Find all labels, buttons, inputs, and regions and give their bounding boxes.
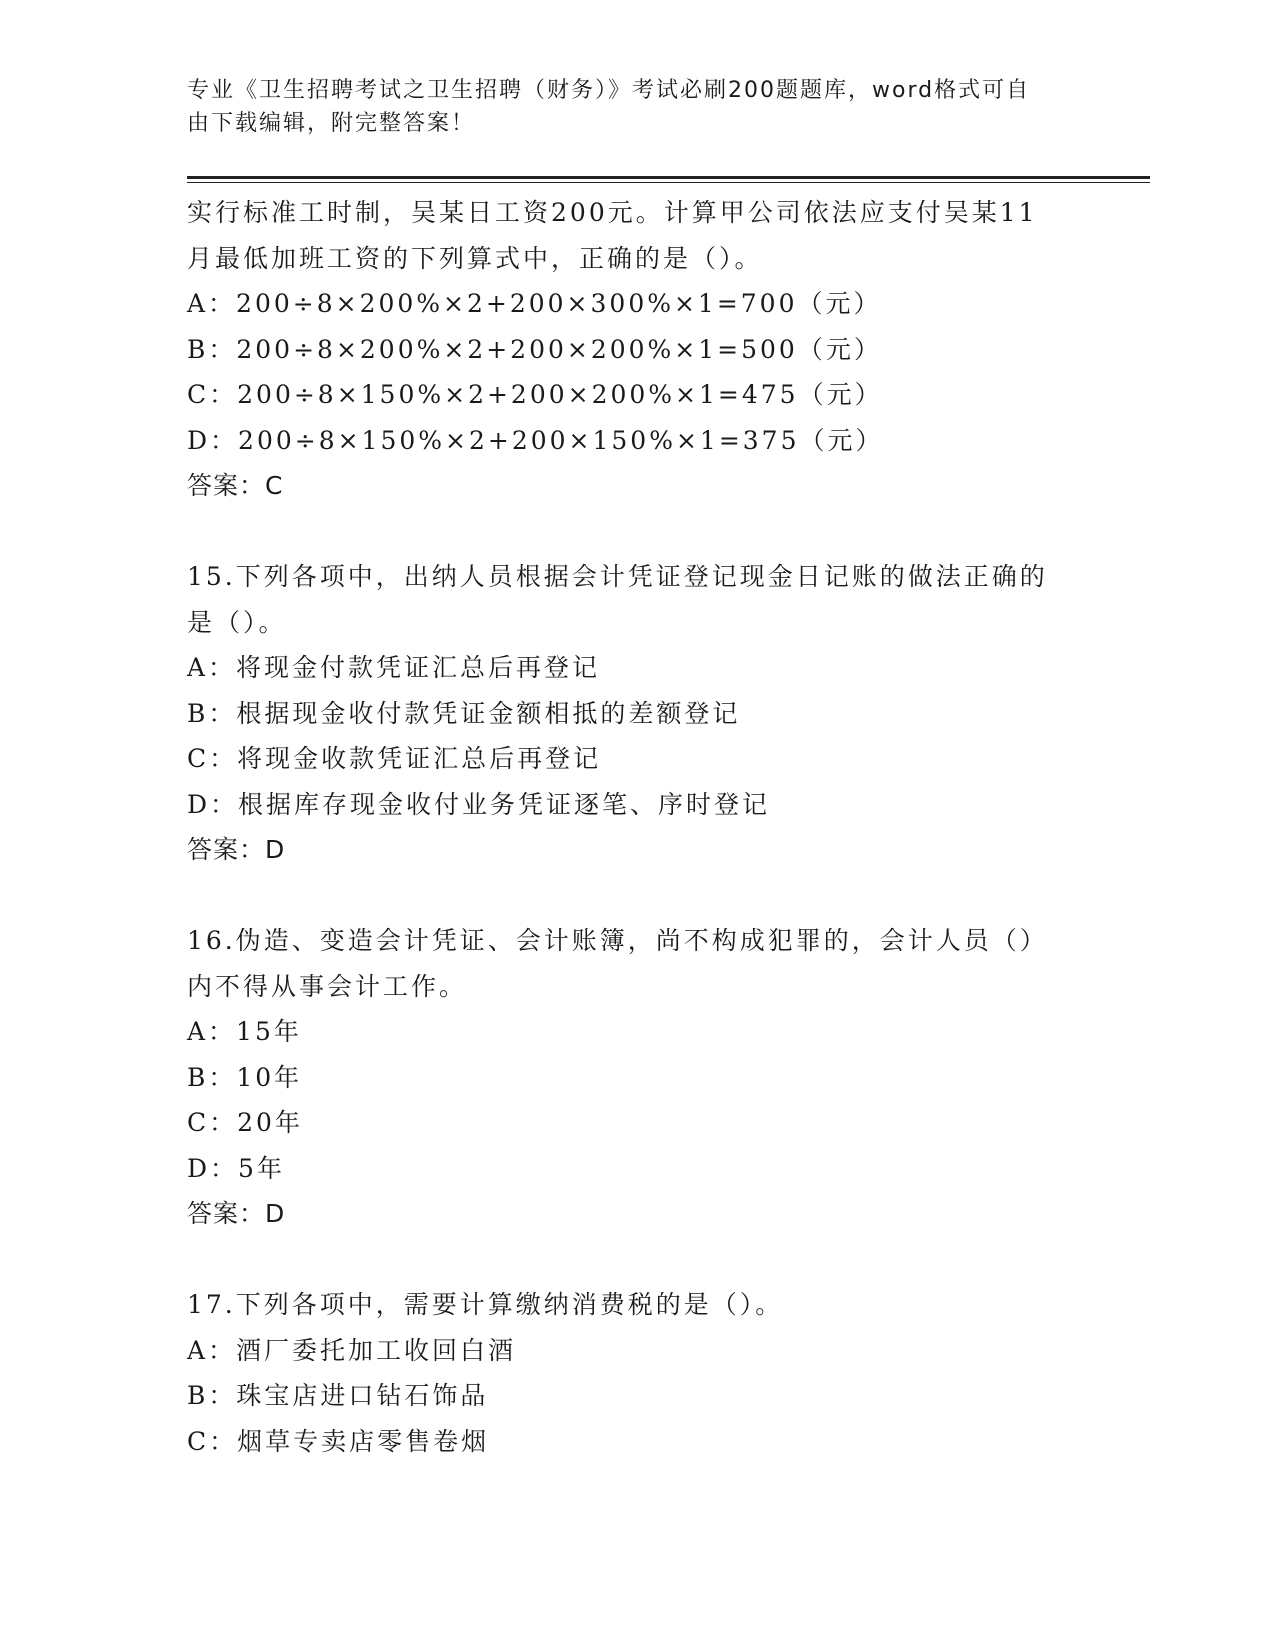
option-b: B：10年: [187, 1062, 303, 1092]
option-d: D：根据库存现金收付业务凭证逐笔、序时登记: [187, 789, 771, 819]
question-stem: 内不得从事会计工作。: [187, 971, 468, 1001]
question-16: [187, 918, 1087, 1237]
option-a: A：将现金付款凭证汇总后再登记: [187, 653, 601, 682]
question-stem: 15.下列各项中，出纳人员根据会计凭证登记现金日记账的做法正确的: [187, 562, 1048, 591]
header-line-1: 专业《卫生招聘考试之卫生招聘（财务）》考试必刷200题题库，word格式可自: [187, 78, 1031, 103]
spacer: [187, 1237, 1087, 1283]
question-stem: 16.伪造、变造会计凭证、会计账簿，尚不构成犯罪的，会计人员（）: [187, 926, 1048, 955]
option-b: B：珠宝店进口钻石饰品: [187, 1381, 489, 1410]
question-stem: 是（）。: [187, 607, 287, 637]
question-stem: 17.下列各项中，需要计算缴纳消费税的是（）。: [187, 1290, 784, 1319]
answer-line: 答案：D: [187, 835, 286, 864]
option-c: C：20年: [187, 1108, 303, 1137]
header-divider-thick: [187, 176, 1150, 179]
option-d: D：200÷8×150%×2+200×150%×1=375（元）: [187, 425, 884, 455]
question-stem: 月最低加班工资的下列算式中，正确的是（）。: [187, 243, 763, 273]
spacer: [187, 509, 1087, 555]
document-header: [187, 74, 1067, 140]
answer-line: 答案：C: [187, 471, 284, 500]
option-b: B：200÷8×200%×2+200×200%×1=500（元）: [187, 334, 882, 364]
option-c: C：烟草专卖店零售卷烟: [187, 1426, 490, 1456]
answer-line: 答案：D: [187, 1199, 286, 1228]
header-line-2: 由下载编辑，附完整答案！: [187, 111, 476, 136]
option-b: B：根据现金收付款凭证金额相抵的差额登记: [187, 698, 741, 728]
question-list: [187, 190, 1087, 1464]
question-17: [187, 1282, 1087, 1464]
spacer: [187, 873, 1087, 919]
option-d: D：5年: [187, 1153, 285, 1183]
option-c: C：200÷8×150%×2+200×200%×1=475（元）: [187, 380, 883, 409]
option-a: A：15年: [187, 1017, 302, 1046]
question-15: [187, 554, 1087, 873]
option-a: A：酒厂委托加工收回白酒: [187, 1335, 517, 1365]
question-stem: 实行标准工时制，吴某日工资200元。计算甲公司依法应支付吴某11: [187, 198, 1038, 227]
option-c: C：将现金收款凭证汇总后再登记: [187, 744, 602, 773]
question-14: [187, 190, 1087, 509]
option-a: A：200÷8×200%×2+200×300%×1=700（元）: [187, 289, 882, 318]
header-divider-thin: [187, 182, 1150, 183]
